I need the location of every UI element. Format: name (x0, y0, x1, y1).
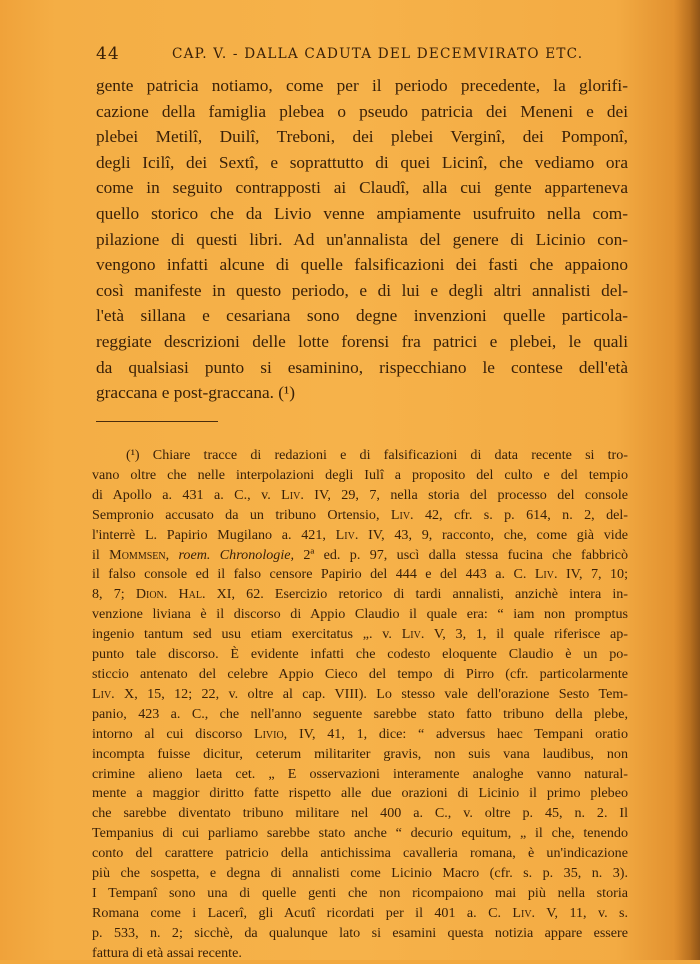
footnote (92, 446, 628, 964)
footnote-text: V, 3, 1, il quale riferisce ap- (424, 626, 629, 643)
footnote-line: punto tale discorso. È evidente infatti che codesto eloquente Claudio è un po- (92, 646, 628, 663)
footnote-line: Tempanius di cui parliamo sarebbe stato anche “ decurio equitum, „ il che, tenendo (92, 825, 628, 842)
main-paragraph (96, 73, 628, 406)
footnote-line (92, 546, 628, 566)
footnote-line (92, 685, 628, 705)
footnote-line: conto del carattere patricio della antichissima cavalleria romana, è un'indicazione (92, 845, 628, 862)
footnote-text: 42, cfr. s. p. 614, n. 2, del- (413, 506, 628, 523)
citation-author: Liv. (512, 904, 536, 921)
footnote-text: intorno al cui discorso (92, 725, 254, 742)
citation-author: Liv. (281, 486, 304, 503)
footnote-line (92, 506, 628, 526)
footnote-text: X, 15, 12; 22, v. oltre al cap. VIII). Lo stesso vale dell'orazione Sesto Tem- (114, 685, 628, 702)
body-line: plebei Metilî, Duilî, Treboni, dei plebei Verginî, dei Pomponî, (96, 127, 628, 147)
footnote-text: il (92, 546, 110, 563)
footnote-text: XI, 62. Esercizio retorico di tardi annalisti, anzichè intera in- (205, 586, 628, 603)
footnote-text: l'interrè L. Papirio Mugilano a. 421, (92, 526, 336, 543)
page-header (96, 44, 636, 66)
body-line: gente patricia notiamo, come per il periodo precedente, la glorifi- (96, 76, 628, 95)
footnote-line: mente a maggior diritto fatte rispetto alle due orazioni di Licinio il primo plebeo (92, 785, 628, 802)
footnote-text: IV, 41, 1, dice: “ adversus haec Tempani oratio (287, 725, 628, 742)
body-line: così manifeste in questo periodo, e di lui e degli altri annalisti del- (96, 280, 628, 300)
footnote-line: p. 533, n. 2; sicchè, da qualunque lato si esamini questa notizia appare essere (92, 924, 628, 941)
footnote-line: venzione liviana è il discorso di Appio Claudio il quale era: “ iam non promptus (92, 606, 628, 623)
footnote-line (92, 725, 628, 745)
footnote-line (92, 526, 628, 546)
body-line: reggiate descrizioni delle lotte forensi fra patrici e plebei, le quali (96, 331, 628, 351)
body-line-footnote-ref: graccana e post-graccana. (¹) (96, 383, 295, 403)
footnote-text: Romana come i Lacerî, gli Acutî ricordati per il 401 a. C. (92, 904, 513, 921)
footnote-line: vano oltre che nelle interpolazioni degli Iulî a proposito del culto e del tempio (92, 466, 628, 483)
footnote-line: sticcio antenato del celebre Appio Cieco del tempo di Pirro (cfr. particolarmente (92, 665, 628, 682)
citation-author: Liv. (92, 685, 115, 702)
citation-author: Liv. (335, 526, 359, 543)
citation-title: roem. Chronologie, (178, 546, 295, 563)
running-head: CAP. V. - DALLA CADUTA DEL DECEMVIRATO ETC. (172, 46, 584, 62)
footnote-text: 2ª ed. p. 97, uscì dalla stessa fucina che fabbricò (294, 546, 629, 563)
footnote-separator (96, 421, 218, 422)
footnote-line: panio, 423 a. C., che nell'anno seguente sarebbe stato fatto tribuno della plebe, (92, 705, 628, 722)
footnote-text: IV, 29, 7, nella storia del processo del console (303, 486, 628, 503)
footnote-line: che sarebbe diventato tribuno militare nel 400 a. C., v. oltre p. 45, n. 2. Il (92, 805, 628, 822)
body-line: quello storico che da Livio venne ampiamente usufruito nella com- (96, 203, 628, 223)
body-line: l'età sillana e cesariana sono degne invenzioni quelle particola- (96, 306, 628, 326)
footnote-line (92, 585, 628, 605)
body-line: da qualsiasi punto si esaminino, rispecchiano le contese dell'età (96, 357, 628, 377)
footnote-text: IV, 7, 10; (557, 566, 628, 583)
footnote-line (92, 565, 628, 585)
citation-author: Mommsen, (109, 546, 170, 563)
footnote-line (92, 625, 628, 645)
footnote-line: incompta fuisse dicitur, ceterum militariter gravis, non suis vana laudibus, non (92, 745, 628, 762)
body-line: degli Icilî, dei Sextî, e soprattutto di quei Licinî, che vediamo ora (96, 152, 628, 172)
footnote-line: crimine alieno laeta cet. „ E osservazioni interamente analoghe vanno natural- (92, 765, 628, 782)
footnote-text: ingenio tantum sed usu etiam exercitatus „. v. (92, 626, 402, 643)
footnote-text: 8, 7; (92, 586, 136, 603)
footnote-text: V, 11, v. s. (535, 904, 628, 921)
page-number: 44 (96, 44, 120, 64)
body-line: come in seguito contrapposti ai Claudî, alla cui gente apparteneva (96, 178, 628, 198)
footnote-text: il falso console ed il falso censore Papirio del 444 e del 443 a. C. (92, 566, 535, 583)
body-line: cazione della famiglia plebea o pseudo patricia dei Meneni e dei (96, 101, 628, 121)
citation-author: Livio, (253, 725, 288, 742)
footnote-line: fattura di età assai recente. (92, 944, 242, 961)
footnote-line (92, 904, 628, 924)
footnote-text: Sempronio accusato da un tribuno Ortensio, (92, 506, 391, 523)
citation-author: Dion. Hal. (135, 586, 206, 603)
citation-author: Liv. (390, 506, 414, 523)
body-line: vengono infatti alcune di quelle falsificazioni dei fasti che appaiono (96, 255, 628, 275)
footnote-text: IV, 43, 9, racconto, che, come già vide (358, 526, 629, 543)
citation-author: Liv. (534, 566, 558, 583)
footnote-line (92, 486, 628, 506)
footnote-text: di Apollo a. 431 a. C., v. (92, 486, 282, 503)
page-edge-shadow (674, 0, 700, 960)
body-line: pilazione di questi libri. Ad un'annalista del genere di Licinio con- (96, 229, 628, 249)
footnote-line: I Tempanî sono una di quelle genti che non ricompaiono mai più nella storia (92, 884, 628, 901)
citation-author: Liv. (401, 626, 425, 643)
footnote-line: più che sospetta, e degna di annalisti come Licinio Macro (cfr. s. p. 35, n. 3). (92, 865, 628, 882)
footnote-line: (¹) Chiare tracce di redazioni e di falsificazioni di data recente si tro- (126, 447, 628, 463)
